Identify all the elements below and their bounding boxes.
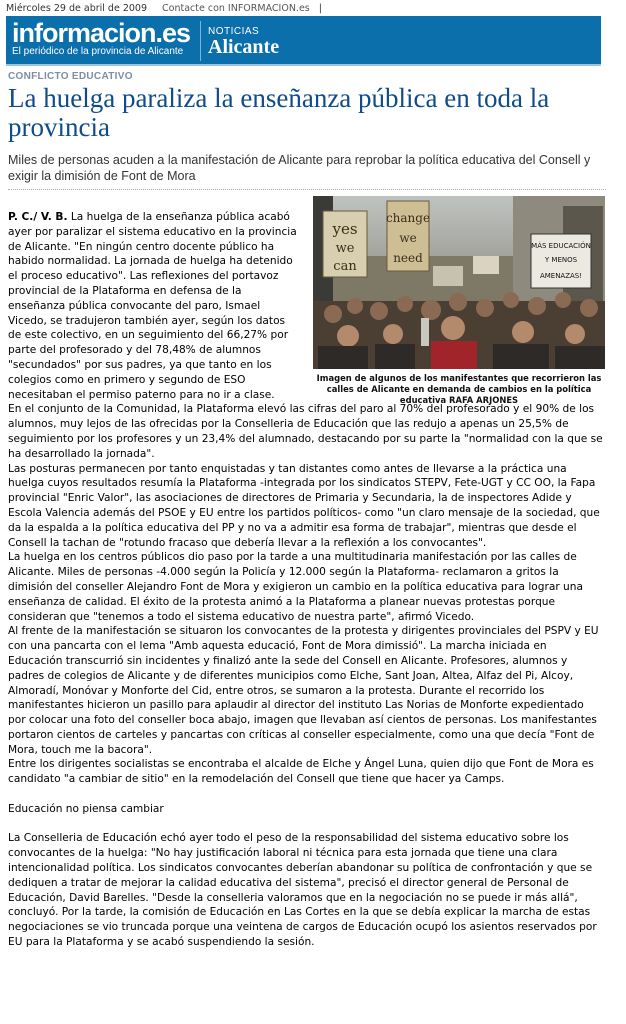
byline: P. C./ V. B. [8,211,68,223]
date-text: Miércoles 29 de abril de 2009 [6,3,147,14]
article-paragraph: Al frente de la manifestación se situaron los convocantes de la protesta y dirigentes provinciales del PSPV y EU con una pancarta con el lema "Amb aquesta educació, Font de Mora dimissió". La marcha iniciada en Educación transcurrió sin incidentes y finalizó ante la sede del Consell en Alicante. Profesores, alumnos y padres de colegios de Alicante y de diferentes municipios como Elche, Sant Joan, Altea, Alfaz del Pi, Alcoy, Almoradí, Monóvar y Monforte del Cid, entre otros, se sumaron a la protesta. Durante el recorrido los manifestantes hicieron un pasillo para aplaudir al director del instituto Las Norias de Monforte expedientado por colocar una foto del conseller boca abajo, imagen que llevaban así cientos de personas. Los manifestantes portaron cientos de carteles y pancartas con críticas al conseller especialmente, como una que decía "Font de Mora, touch me la bacora". [8,625,599,756]
sign-text: yes [332,220,358,238]
masthead-divider [200,21,201,61]
article-body [8,210,604,950]
article-subtitle: Educación no piensa cambiar [8,802,164,815]
article-paragraph-lead [8,210,300,402]
sign-text: change [385,211,431,225]
article-headline: La huelga paraliza la enseñanza pública en toda la provincia [8,83,550,142]
separator: | [318,3,322,14]
article-paragraph: Entre los dirigentes socialistas se encontraba el alcalde de Elche y Ángel Luna, quien dijo que Font de Mora es candidato "a cambiar de sitio" en la remodelación del Consell que tiene que hacer ya Camps. [8,758,594,786]
article-paragraph: Las posturas permanecen por tanto enquistadas y tan distantes como antes de llevarse a la práctica una huelga cuyos resultados resumía la Plataforma -integrada por los sindicatos STEPV, Fete-UGT y CC OO, la Fapa provincial "Enric Valor", las asociaciones de directores de Primaria y Secundaria, la de inspectores Adide y Escola Valencia además del PSOE y EU entre los partidos políticos- como "un claro mensaje de la sociedad, que da la espalda a la política educativa del PP y no va a admitir esa forma de trabajar", mientras que desde el Consell la tachan de "rotundo fracaso que debería llevar a la reflexión a los convocantes". [8,462,600,549]
sign-text: we [399,231,417,245]
lead-text: La huelga de la enseñanza pública acabó ayer por paralizar el sistema educativo en la provincia de Alicante. "En ningún centro docente público ha habido normalidad. La jornada de huelga ha detenido el proceso educativo". Las reflexiones del portavoz provincial de la Plataforma en defensa de la enseñanza pública convocante del paro, Ismael Vicedo, se tradujeron también ayer, según los datos de este colectivo, en un seguimiento del 66,27% por parte del profesorado y del 78,48% de alumnos "secundados" por sus padres, ya que tanto en los colegios como en primero y segundo de ESO necesitaban el permiso paterno para no ir a clase. [8,211,297,401]
contact-link[interactable]: Contacte con INFORMACION.es [162,3,310,14]
photo-caption: Imagen de algunos de los manifestantes que recorrieron las calles de Alicante en demanda de cambios en la política educativa RAFA ARJONES [316,373,602,405]
logo-tagline: El periódico de la provincia de Alicante [12,46,184,57]
site-logo[interactable] [12,19,190,58]
article-paragraph: En el conjunto de la Comunidad, la Plataforma elevó las cifras del paro al 70% del profesorado y el 90% de los alumnos, muy lejos de las ofrecidas por la Conselleria de Educación que las redujo a apenas un 25,5% de seguimiento por los profesores y un 23,4% del alumnado, destacando por su parte la "normalidad con la que se ha desarrollado la jornada". [8,403,603,460]
divider [8,189,606,190]
sign-text: Y MENOS [544,256,578,264]
masthead [6,16,601,66]
article-category: CONFLICTO EDUCATIVO [8,71,133,82]
sign-text: need [393,251,423,265]
section-label [208,26,279,57]
sign-text: can [333,259,357,274]
article-paragraph: La huelga en los centros públicos dio paso por la tarde a una multitudinaria manifestación por las calles de Alicante. Miles de personas -4.000 según la Policía y 12.000 según la Plataforma- reclamaron a gritos la dimisión del conseller Alejandro Font de Mora y exigieron un cambio en la política educativa para lograr una enseñanza de calidad. El éxito de la protesta animó a la Plataforma a planear nuevas protestas porque consideran que "tenemos a todo el sistema educativo de nuestra parte", afirmó Vicedo. [8,551,583,623]
article-subheadline: Miles de personas acuden a la manifestación de Alicante para reprobar la política educativa del Consell y exigir la dimisión de Font de Mora [8,153,591,183]
section-kicker[interactable]: NOTICIAS [208,26,260,37]
top-bar [6,3,328,14]
logo-brand: informacion.es [12,18,191,48]
sign-text: we [335,241,355,256]
sign-text: MÁS EDUCACIÓN [531,242,591,250]
sign-text: AMENAZAS! [539,272,583,280]
section-city[interactable]: Alicante [208,36,280,58]
article-paragraph: La Conselleria de Educación echó ayer todo el peso de la responsabilidad del sistema educativo sobre los convocantes de la huelga: "No hay justificación laboral ni técnica para esta jornada que tiene una clara intencionalidad política. Los sindicatos convocantes deberían abandonar su política de confrontación y que se dediquen a tratar de mejorar la calidad educativa del sistema", precisó el director general de Personal de Educación, David Barelles. "Desde la conselleria valoramos que en la negociación no se puede ir más allá", concluyó. Por la tarde, la comisión de Educación en Las Cortes en la que se debía explicar la marcha de estas negociaciones se vio truncada porque una veintena de cargos de Educación ocupó los asientos reservados por EU para la Plataforma y se acabó suspendiendo la sesión. [8,832,597,949]
